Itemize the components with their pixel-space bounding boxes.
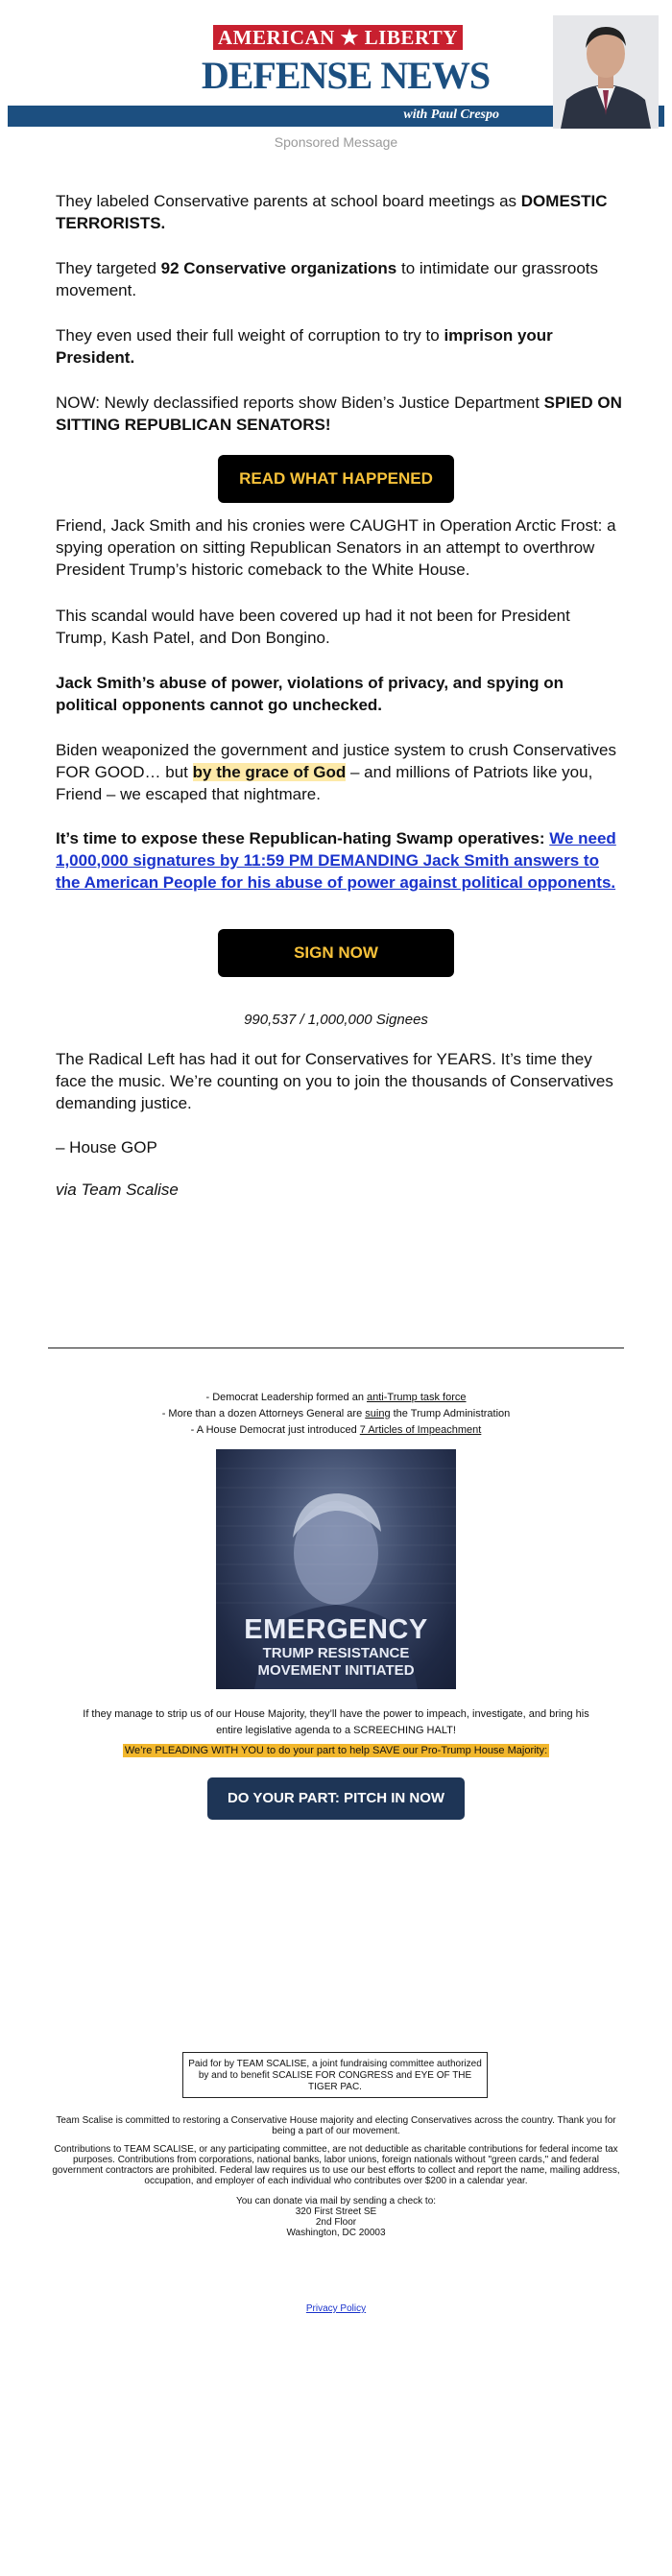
paragraph-5: Friend, Jack Smith and his cronies were CAUGHT in Operation Arctic Frost: a spying operation on sitting Republican Senators in an attempt to overthrow President Trump’s historic comeback to the White House. — [56, 516, 616, 579]
privacy-policy-link[interactable]: Privacy Policy — [305, 2303, 367, 2314]
footer-legal: Contributions to TEAM SCALISE, or any participating committee, are not deductible as charitable contributions for federal income tax purposes. Contributions from corporations, national banks, labor unions, foreign nationals without "green cards," and federal government contractors are prohibited. Federal law requires us to use our best efforts to collect and report the name, mailing address, occupation, and employer of each individual who contributes over $200 in a calendar year. — [52, 2144, 620, 2186]
address-line-3: Washington, DC 20003 — [286, 2228, 386, 2238]
paragraph-6: This scandal would have been covered up had it not been for President Trump, Kash Patel, and Don Bongino. — [56, 607, 570, 647]
text: - More than a dozen Attorneys General are — [161, 1408, 366, 1419]
newsletter-header — [8, 13, 664, 129]
bullet-link[interactable]: suing — [365, 1408, 391, 1419]
emergency-subhead — [216, 1645, 456, 1680]
plead-line — [0, 1745, 672, 1756]
via-line: via Team Scalise — [56, 1181, 179, 1199]
text: They labeled Conservative parents at school board meetings as — [56, 192, 521, 210]
bullet-3 — [0, 1422, 672, 1439]
paragraph-3 — [56, 324, 622, 369]
paragraph-4 — [56, 392, 622, 436]
bold-text: SPIED ON SITTING REPUBLICAN SENATORS! — [56, 394, 622, 434]
sign-now-button[interactable]: SIGN NOW — [218, 929, 454, 977]
sponsored-label: Sponsored Message — [274, 134, 398, 150]
petition-link[interactable]: We need 1,000,000 signatures by 11:59 PM DEMANDING Jack Smith answers to the American People for his abuse of power against political opponents. — [56, 829, 616, 892]
footer-mail — [48, 2196, 624, 2238]
text: NOW: Newly declassified reports show Biden’s Justice Department — [56, 394, 544, 412]
emergency-line-2: TRUMP RESISTANCE — [262, 1645, 410, 1661]
bullet-1 — [0, 1390, 672, 1406]
highlighted-plead: We’re PLEADING WITH YOU to do your part to help SAVE our Pro-Trump House Majority: — [124, 1745, 548, 1756]
highlighted-text: by the grace of God — [192, 763, 347, 781]
emergency-line-3: MOVEMENT INITIATED — [257, 1662, 415, 1679]
strip-warning: If they manage to strip us of our House Majority, they’ll have the power to impeach, investigate, and bring his entire legislative agenda to a SCREECHING HALT! — [83, 1708, 589, 1736]
text: They targeted — [56, 259, 161, 277]
bullet-2 — [0, 1406, 672, 1422]
paragraph-2 — [56, 257, 622, 301]
paragraph-10: The Radical Left has had it out for Conservatives for YEARS. It’s time they face the music. We’re counting on you to join the thousands of Conservatives demanding justice. — [56, 1050, 613, 1112]
paragraph-1 — [56, 190, 622, 234]
text: Biden weaponized the government and justice system to crush Conservatives FOR GOOD… but — [56, 741, 616, 781]
signoff: – House GOP — [56, 1138, 157, 1157]
paragraph-8 — [56, 739, 622, 805]
text: – and millions of Patriots like you, Friend – we escaped that nightmare. — [56, 763, 593, 803]
host-portrait — [553, 15, 659, 129]
bullet-link[interactable]: 7 Articles of Impeachment — [359, 1424, 482, 1436]
text: They even used their full weight of corruption to try to — [56, 326, 444, 345]
pitch-in-button[interactable]: DO YOUR PART: PITCH IN NOW — [207, 1777, 465, 1820]
bold-text: imprison your President. — [56, 326, 553, 367]
read-what-happened-button[interactable]: READ WHAT HAPPENED — [218, 455, 454, 503]
bold-text: DOMESTIC TERRORISTS. — [56, 192, 608, 232]
address-line-2: 2nd Floor — [315, 2217, 357, 2228]
mail-intro: You can donate via mail by sending a check to: — [235, 2196, 437, 2206]
footer-committed: Team Scalise is committed to restoring a Conservative House majority and electing Conservatives across the country. Thank you for being a part of our movement. — [56, 2115, 616, 2136]
defense-news-logo: DEFENSE NEWS — [201, 54, 491, 97]
address-line-1: 320 First Street SE — [295, 2206, 377, 2217]
text: to intimidate our grassroots movement. — [56, 259, 599, 299]
signee-counter: 990,537 / 1,000,000 Signees — [244, 1012, 428, 1028]
bullet-link[interactable]: anti-Trump task force — [367, 1392, 467, 1403]
paragraph-9 — [56, 827, 622, 894]
emergency-banner-image[interactable] — [216, 1449, 456, 1689]
text: - A House Democrat just introduced — [190, 1424, 360, 1436]
paid-for-box: Paid for by TEAM SCALISE, a joint fundraising committee authorized by and to benefit SCALISE FOR CONGRESS and EYE OF THE TIGER PAC. — [182, 2052, 488, 2098]
host-credit: with Paul Crespo — [403, 107, 499, 122]
emergency-headline: EMERGENCY — [244, 1614, 428, 1645]
bold-text: It’s time to expose these Republican-hating Swamp operatives: — [56, 829, 550, 847]
paragraph-7: Jack Smith’s abuse of power, violations of privacy, and spying on political opponents cannot go unchecked. — [56, 674, 564, 714]
text: the Trump Administration — [390, 1408, 511, 1419]
american-liberty-logo — [213, 25, 463, 50]
brand-top: AMERICAN ★ LIBERTY — [218, 26, 458, 49]
bold-text: 92 Conservative organizations — [160, 259, 397, 277]
host-photo-icon — [553, 15, 659, 129]
text: - Democrat Leadership formed an — [205, 1392, 367, 1403]
